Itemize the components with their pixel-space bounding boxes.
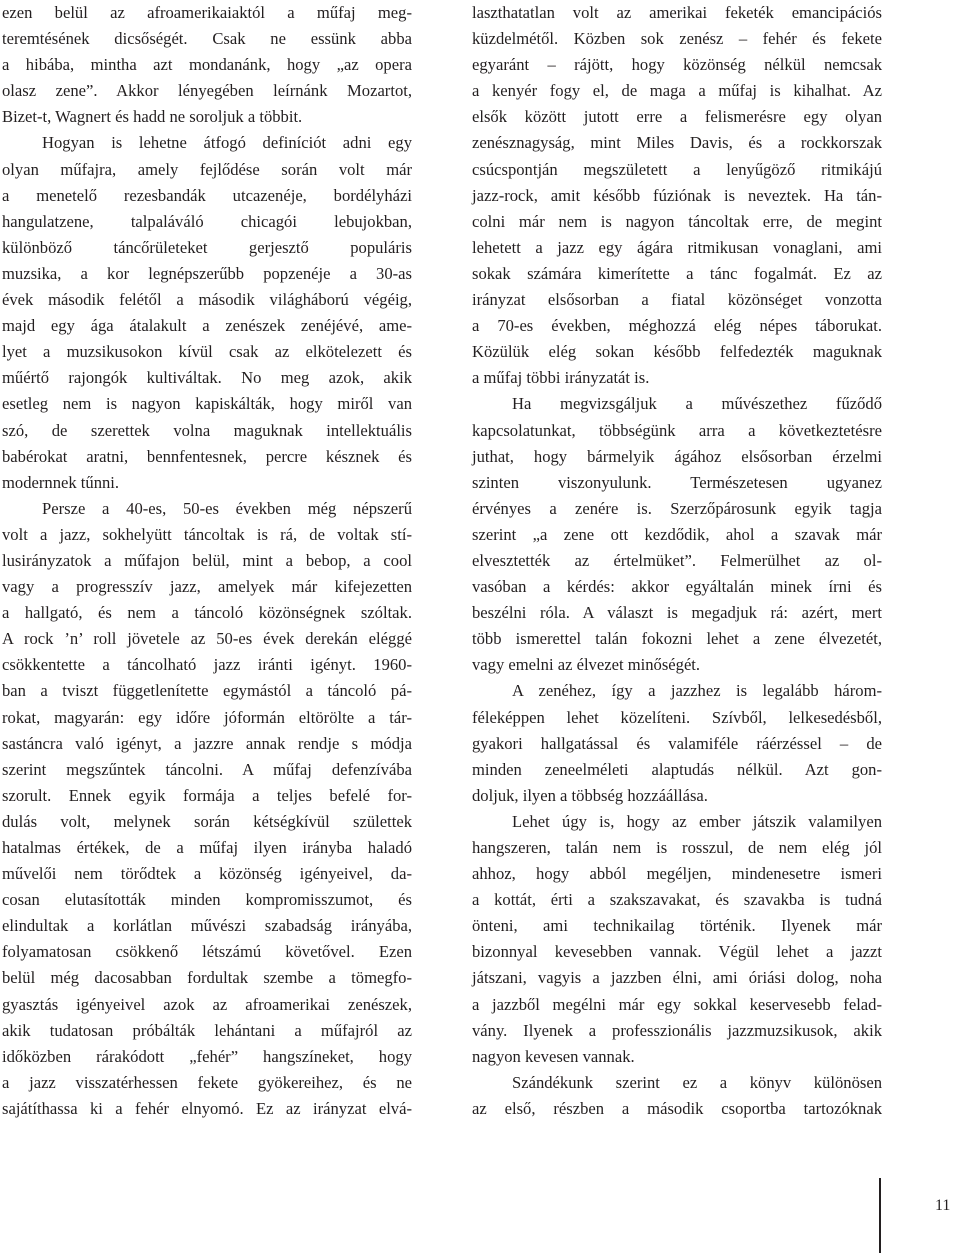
text-line: több ismerettel talán fokozni lehet a zene élvezetét, [472, 629, 882, 649]
page-number-rule [879, 1178, 881, 1253]
text-line: colni már nem is nagyon táncoltak erre, de megint [472, 211, 882, 231]
text-line: a kottát, érti a szakszavakat, és szavakba is tudná [472, 890, 882, 910]
text-line: muzsika, a kor legnépszerűbb popzenéje a 30-as [2, 263, 412, 283]
text-line: olasz zene”. Akkor lényegében leírnánk Mozartot, [2, 81, 412, 101]
text-line: szó, de szerettek volna maguknak intellektuális [2, 420, 412, 440]
right-text-column [472, 0, 882, 1122]
text-line: belül még dacosabban fordultak szembe a tömegfo- [2, 968, 412, 988]
text-line: játszani, vagyis a jazzben élni, ami óriási dolog, noha [472, 968, 882, 988]
text-line: a hallgató, és nem a táncoló közönségnek szóltak. [2, 603, 412, 623]
text-line: érvényes a zenére is. Szerzőpárosunk egyik tagja [472, 498, 882, 518]
text-line: ahhoz, hogy abból megéljen, mindenesetre ismeri [472, 864, 882, 884]
left-text-column [2, 0, 412, 1122]
text-line: gyasztás igényeivel azok az afroamerikai zenészek, [2, 994, 412, 1014]
text-line: csúcspontján megszületett a lenyűgöző ritmikájú [472, 159, 882, 179]
text-line: Ha megvizsgáljuk a művészethez fűződő [512, 394, 882, 414]
text-line: Közülük elég sokan később felfedezték maguknak [472, 342, 882, 362]
text-line: A rock ’n’ roll jövetele az 50-es évek derekán eléggé [2, 629, 412, 649]
text-line: időközben rárakódott „fehér” hangszíneket, hogy [2, 1046, 412, 1066]
text-line: Persze a 40-es, 50-es években még népszerű [42, 498, 412, 518]
text-line: műértő rajongók kultiváltak. No meg azok, akik [2, 368, 412, 388]
text-line: folyamatosan csökkenő létszámú követővel. Ezen [2, 942, 412, 962]
text-line: nagyon kevesen vannak. [472, 1046, 635, 1066]
text-line: vasóban a kérdés: akkor egyáltalán minek írni és [472, 577, 882, 597]
text-line: A zenéhez, így a jazzhez is legalább három- [512, 681, 882, 701]
text-line: küzdelmétől. Közben sok zenész – fehér és fekete [472, 29, 882, 49]
text-line: irányzat elsősorban a fiatal közönséget vonzotta [472, 290, 882, 310]
text-line: olyan műfajra, amely fejlődése során volt már [2, 159, 412, 179]
text-line: a műfaj többi irányzatát is. [472, 368, 650, 388]
text-line: különböző táncőrületeket gerjesztő populáris [2, 237, 412, 257]
text-line: önteni, ami technikailag történik. Ilyenek már [472, 916, 882, 936]
text-line: a hibába, mintha azt mondanánk, hogy „az opera [2, 55, 412, 75]
text-line: laszthatatlan volt az amerikai feketék emancipációs [472, 3, 882, 22]
text-line: a menetelő rezesbandák utcazenéje, bordélyházi [2, 185, 412, 205]
text-line: a kenyér fogy el, de maga a műfaj is kihalhat. Az [472, 81, 882, 101]
text-line: jazz-rock, amit később fúziónak is neveztek. Ha tán- [472, 185, 882, 205]
text-line: zenésznagyság, mint Miles Davis, és a rockkorszak [472, 133, 882, 153]
text-line: ezen belül az afroamerikaiaktól a műfaj meg- [2, 3, 412, 22]
text-line: hangszeren, talán nem is rosszul, de nem elég jól [472, 838, 882, 857]
text-line: a 70-es években, méghozzá elég népes táborukat. [472, 316, 882, 336]
text-line: vagy a progresszív jazz, amelyek már kifejezetten [2, 577, 412, 597]
text-line: babérokat aratni, bennfentesnek, percre késznek és [2, 446, 412, 466]
text-line: művelői nem törődtek a közönség igényeivel, da- [2, 864, 412, 884]
text-line: elindultak a korlátlan művészi szabadság irányába, [2, 916, 412, 936]
text-line: esetleg nem is nagyon kapiskálták, hogy miről van [2, 394, 412, 414]
text-line: hatalmas értékek, de a műfaj ilyen irányba haladó [2, 838, 412, 857]
text-line: évek második felétől a második világháború végéig, [2, 290, 412, 310]
text-line: akik tudatosan próbálták lehántani a műfajról az [2, 1020, 412, 1040]
text-line: modernnek tűnni. [2, 472, 120, 492]
text-line: szerint „a zene ott kezdődik, ahol a szavak már [472, 524, 882, 544]
text-line: a jazzből megélni már egy sokkal keservesebb felad- [472, 994, 882, 1014]
page-number: 11 [935, 1197, 951, 1214]
text-line: lyet a muzsikusokon kívül csak az elkötelezett és [2, 342, 412, 362]
text-line: az első, részben a második csoportba tartozóknak [472, 1098, 882, 1118]
text-line: volt a jazz, sokhelyütt táncoltak is rá, de voltak stí- [2, 524, 412, 544]
text-line: vány. Ilyenek a professzionális jazzmuzsikusok, akik [472, 1020, 882, 1040]
text-line: gyakori hallgatással és valamiféle ráérzéssel – de [472, 733, 882, 753]
text-line: elvesztették az értelmüket”. Felmerülhet az ol- [472, 550, 882, 570]
text-line: teremtésének dicsőségét. Csak ne essünk abba [2, 29, 412, 49]
text-line: beszélni róla. A választ is megadjuk rá: azért, mert [472, 603, 882, 623]
text-line: vagy emelni az élvezet minőségét. [472, 655, 701, 675]
text-line: egyaránt – rájött, hogy közönség nélkül nemcsak [472, 55, 882, 75]
text-line: szorult. Ennek egyik formája a teljes befelé for- [2, 785, 412, 805]
text-line: elsők között jutott erre a felismerésre egy olyan [472, 107, 882, 127]
text-line: doljuk, ilyen a többség hozzáállása. [472, 785, 708, 805]
text-line: féleképpen lehet közelíteni. Szívből, lelkesedésből, [472, 707, 882, 727]
text-line: Szándékunk szerint ez a könyv különösen [512, 1072, 882, 1092]
text-line: sajátíthassa ki a fehér elnyomó. Ez az irányzat elvá- [2, 1098, 412, 1118]
text-line: szerint megszűntek táncolni. A műfaj defenzívába [2, 759, 412, 779]
text-line: majd egy ága átalakult a zenészek zenéjévé, ame- [2, 316, 412, 336]
text-line: minden zeneelméleti alaptudás nélkül. Azt gon- [472, 759, 882, 779]
text-line: bizonnyal kevesebben vannak. Végül lehet a jazzt [472, 942, 882, 962]
text-line: lusirányzatok a műfajon belül, mint a bebop, a cool [2, 550, 412, 570]
text-line: a jazz visszatérhessen fekete gyökereihez, és ne [2, 1072, 412, 1092]
text-line: csökkentette a táncolható jazz iránti igényt. 1960- [2, 655, 412, 675]
text-line: juthat, hogy bármelyik ágához elsősorban érzelmi [472, 446, 882, 466]
text-line: Lehet úgy is, hogy az ember játszik valamilyen [512, 811, 882, 831]
text-line: Hogyan is lehetne átfogó definíciót adni egy [42, 133, 412, 153]
text-line: sokak számára kimerítette a tánc fogalmát. Ez az [472, 263, 882, 283]
text-line: Bizet-t, Wagnert és hadd ne soroljuk a többit. [2, 107, 303, 127]
text-line: lehetett a jazz egy ágára ritmikusan vonaglani, ami [472, 237, 882, 257]
text-line: hangulatzene, talpaláváló chicagói lebujokban, [2, 211, 412, 231]
text-line: sastáncra való igényt, a jazzre annak rendje s módja [2, 733, 412, 753]
text-line: kapcsolatunkat, többségünk arra a következtetésre [472, 420, 882, 440]
text-line: cosan elutasították minden kompromisszumot, és [2, 890, 412, 910]
text-line: dulás volt, melynek során kétségkívül születtek [2, 811, 412, 831]
text-line: rokat, magyarán: egy időre jóformán eltörölte a tár- [2, 707, 412, 727]
text-line: szinten viszonyulunk. Természetesen ugyanez [472, 472, 882, 492]
text-line: ban a tviszt függetlenítette egymástól a táncoló pá- [2, 681, 412, 701]
